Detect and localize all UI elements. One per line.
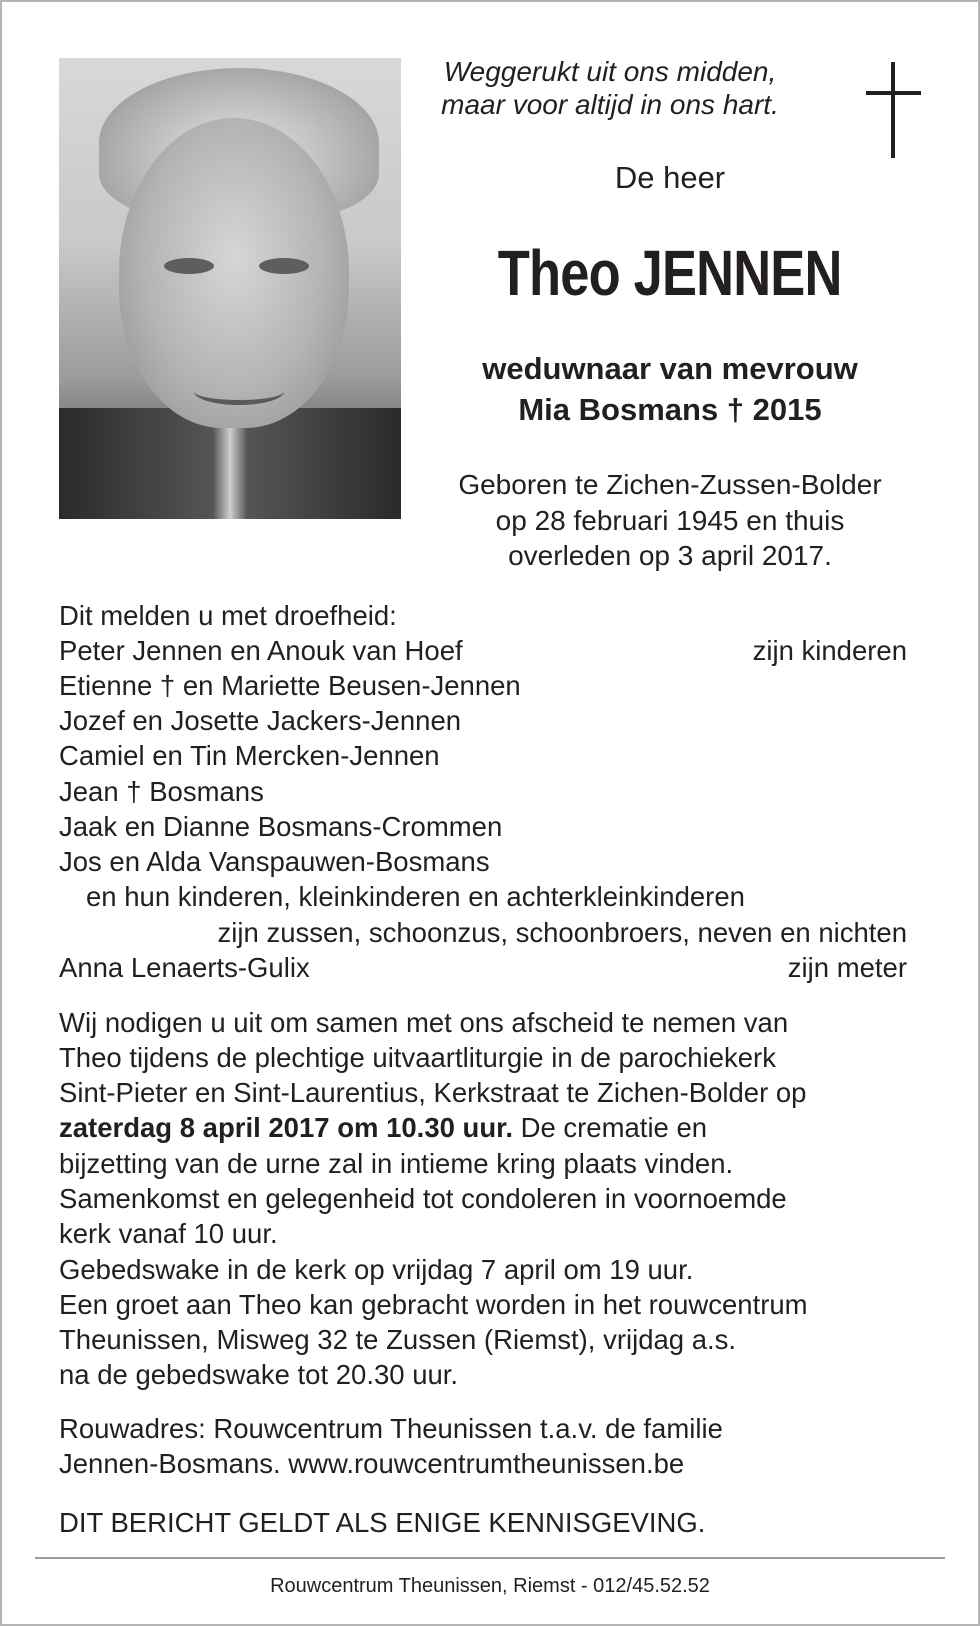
invitation-line: Theo tijdens de plechtige uitvaartliturgie in de parochiekerk [59,1042,776,1073]
invitation-line: kerk vanaf 10 uur. [59,1218,278,1249]
deceased-name: Theo JENNEN [498,237,842,309]
spouse-info: weduwnaar van mevrouw Mia Bosmans † 2015 [482,351,858,427]
family-line: Peter Jennen en Anouk van Hoef [59,635,463,666]
invitation-line: zaterdag 8 april 2017 om 10.30 uur. De crematie en [59,1112,708,1143]
family-line: Anna Lenaerts-Gulix [59,952,310,983]
family-line: Etienne † en Mariette Beusen-Jennen [59,670,521,701]
family-line: Jean † Bosmans [59,776,264,807]
address-line: Rouwadres: Rouwcentrum Theunissen t.a.v. de familie [59,1413,723,1444]
portrait-photo [59,58,401,519]
family-relation: zijn kinderen [752,635,907,666]
address-line: Jennen-Bosmans. www.rouwcentrumtheunissen.be [59,1448,685,1479]
invitation-line: Sint-Pieter en Sint-Laurentius, Kerkstraat te Zichen-Bolder op [59,1077,807,1108]
family-line: Jaak en Dianne Bosmans-Crommen [59,811,503,842]
cross-icon [866,62,921,158]
invitation-line: Samenkomst en gelegenheid tot condoleren in voornoemde [59,1183,787,1214]
family-line: zijn zussen, schoonzus, schoonbroers, neven en nichten [217,917,907,948]
invitation-line: bijzetting van de urne zal in intieme kring plaats vinden. [59,1148,734,1179]
family-line: en hun kinderen, kleinkinderen en achterkleinkinderen [86,881,745,912]
family-line: Camiel en Tin Mercken-Jennen [59,740,440,771]
invitation-line: Theunissen, Misweg 32 te Zussen (Riemst), vrijdag a.s. [59,1324,737,1355]
divider [35,1557,945,1559]
title-prefix: De heer [614,160,726,195]
footer: Rouwcentrum Theunissen, Riemst - 012/45.52.52 [270,1575,710,1597]
family-relation: zijn meter [787,952,907,983]
memorial-quote: Weggerukt uit ons midden, maar voor altijd in ons hart. [441,56,779,120]
invitation-line: na de gebedswake tot 20.30 uur. [59,1359,459,1390]
family-intro: Dit melden u met droefheid: [59,600,397,631]
notice: DIT BERICHT GELDT ALS ENIGE KENNISGEVING. [59,1507,706,1538]
birth-death-info: Geboren te Zichen-Zussen-Bolder op 28 februari 1945 en thuis overleden op 3 april 2017. [458,469,882,571]
invitation-line: Wij nodigen u uit om samen met ons afscheid te nemen van [59,1007,789,1038]
family-line: Jos en Alda Vanspauwen-Bosmans [59,846,490,877]
invitation-line: Een groet aan Theo kan gebracht worden in het rouwcentrum [59,1289,808,1320]
funeral-date: zaterdag 8 april 2017 om 10.30 uur. [59,1112,513,1143]
family-line: Jozef en Josette Jackers-Jennen [59,705,462,736]
invitation-line: Gebedswake in de kerk op vrijdag 7 april om 19 uur. [59,1254,694,1285]
